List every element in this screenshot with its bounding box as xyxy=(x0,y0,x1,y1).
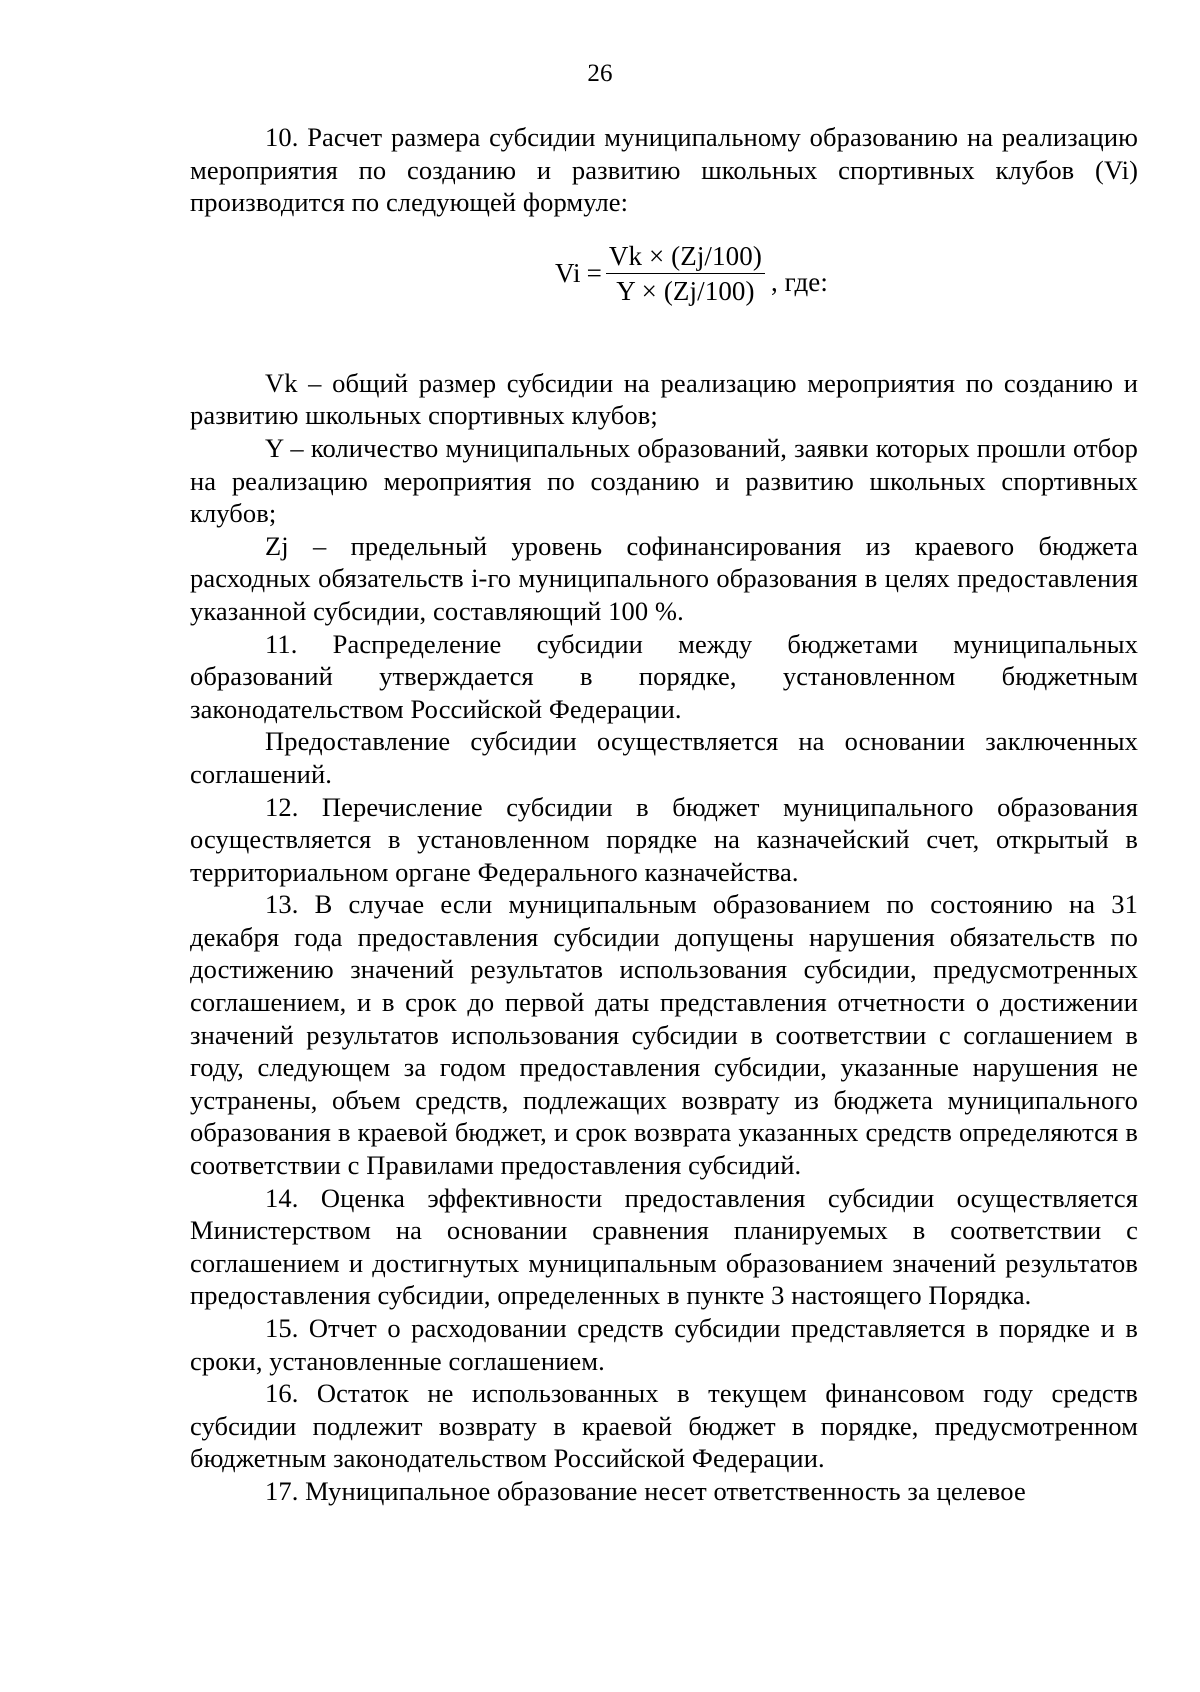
paragraph-11-continued: Предоставление субсидии осуществляется на основании заключенных соглашений. xyxy=(190,726,1138,789)
formula-block xyxy=(190,219,1138,367)
formula-tail: , где: xyxy=(770,266,828,297)
paragraph-12: 12. Перечисление субсидии в бюджет муниципального образования осуществляется в установленном порядке на казначейский счет, открытый в территориальном органе Федерального казначейства. xyxy=(190,791,1138,887)
paragraph-14: 14. Оценка эффективности предоставления субсидии осуществляется Министерством на основании сравнения планируемых в соответствии с соглашением и достигнутых муниципальным образованием значений результатов предоставления субсидии, определенных в пункте 3 настоящего Порядка. xyxy=(190,1182,1138,1311)
formula-denominator: Y × (Zj/100) xyxy=(616,275,755,306)
definition-y: Y – количество муниципальных образований, заявки которых прошли отбор на реализацию мероприятия по созданию и развитию школьных спортивных клубов; xyxy=(190,432,1138,529)
paragraph-17: 17. Муниципальное образование несет ответственность за целевое xyxy=(265,1475,1026,1506)
paragraph-16: 16. Остаток не использованных в текущем финансовом году средств субсидии подлежит возврату в краевой бюджет в порядке, предусмотренном бюджетным законодательством Российской Федерации. xyxy=(190,1378,1138,1474)
subsidy-formula xyxy=(555,241,828,306)
page-number: 26 xyxy=(587,60,613,87)
paragraph-11: 11. Распределение субсидии между бюджетами муниципальных образований утверждается в порядке, установленном бюджетным законодательством Российской Федерации. xyxy=(190,628,1138,724)
paragraph-15: 15. Отчет о расходовании средств субсидии представляется в порядке и в сроки, установленные соглашением. xyxy=(190,1313,1138,1376)
paragraph-13: 13. В случае если муниципальным образованием по состоянию на 31 декабря года предоставления субсидии допущены нарушения обязательств по достижению значений результатов использования субсидии, предусмотренных соглашением, и в срок до первой даты представления отчетности о достижении значений результатов использования субсидии в соответствии с соглашением в году, следующем за годом предоставления субсидии, указанные нарушения не устранены, объем средств, подлежащих возврату из бюджета муниципального образования в краевой бюджет, и срок возврата указанных средств определяются в соответствии с Правилами предоставления субсидий. xyxy=(190,889,1138,1181)
document-body xyxy=(190,121,1138,1508)
formula-lhs: Vi xyxy=(555,257,581,288)
paragraph-10: 10. Расчет размера субсидии муниципальному образованию на реализацию мероприятия по созданию и развитию школьных спортивных клубов (Vi) производится по следующей формуле: xyxy=(190,122,1138,218)
formula-numerator: Vk × (Zj/100) xyxy=(606,241,765,274)
definition-zj: Zj – предельный уровень софинансирования из краевого бюджета расходных обязательств i-го муниципального образования в целях предоставления указанной субсидии, составляющий 100 %. xyxy=(190,530,1138,626)
formula-equals: = xyxy=(586,257,602,288)
definition-vk: Vk – общий размер субсидии на реализацию мероприятия по созданию и развитию школьных спортивных клубов; xyxy=(190,367,1138,431)
formula-fraction xyxy=(606,241,765,306)
